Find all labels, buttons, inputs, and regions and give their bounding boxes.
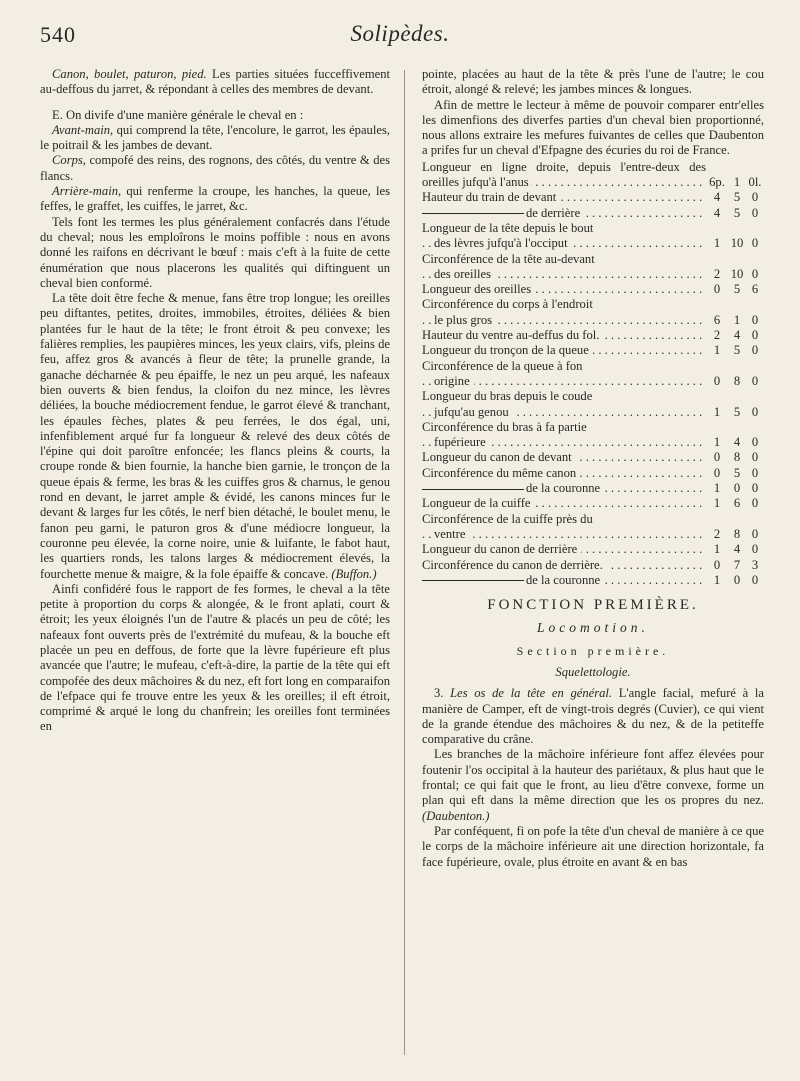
citation-buffon: (Buffon.) bbox=[331, 566, 377, 581]
table-row bbox=[422, 466, 764, 481]
measure-label: jufqu'au genou . . . bbox=[422, 405, 706, 420]
measure-label: des lèvres jufqu'à l'occiput . . . bbox=[422, 236, 706, 251]
measure-value: 0 bbox=[751, 205, 759, 220]
measure-label: Circonférence de la tête au-devant bbox=[422, 251, 595, 266]
term-os-tete: Les os de la tête en général. bbox=[450, 686, 613, 701]
table-row bbox=[422, 343, 764, 358]
measure-value: 5 bbox=[733, 205, 741, 220]
paragraph-branches: Les branches de la mâchoire inférieure font affez élevées pour foutenir l'os occipital à la hauteur des pariétaux, & plus haut que le frontal; ce qui fait que le front, au lieu d'être convexe, forme un plan qui eft dans la même direction que les os propres du nez. bbox=[422, 747, 764, 808]
measure-value: 0 bbox=[751, 435, 759, 450]
table-row bbox=[422, 206, 764, 221]
paragraph-pointe: pointe, placées au haut de la tête & près l'une de l'autre; le cou étroit, alongé & relevé; les jambes minces & longues. bbox=[422, 67, 764, 97]
running-title: Solipèdes. bbox=[350, 21, 450, 46]
table-row bbox=[422, 481, 764, 496]
table-row bbox=[422, 282, 764, 297]
measure-value: 4 bbox=[733, 328, 741, 343]
measure-value: 0 bbox=[751, 450, 759, 465]
measure-value: 0l. bbox=[748, 175, 762, 190]
paragraph-text: Les parties situées fucceffivement au-deffous du jarret, & répondant à celles des membres de devant. bbox=[40, 67, 390, 97]
table-row bbox=[422, 297, 764, 312]
term-arriere-main: Arrière-main, bbox=[52, 184, 122, 199]
measure-label: Longueur du canon de derrière . . . bbox=[422, 542, 706, 557]
measure-value: 1 bbox=[713, 404, 721, 419]
term-avant-main: Avant-main, bbox=[52, 122, 114, 137]
paragraph-mesures: Afin de mettre le lecteur à même de pouvoir comparer entr'elles les dimenfions des diverfes parties d'un cheval bien proportionné, nous allons extraire les mefures fuivantes de celles que Daubenton a prifes fur un cheval d'Efpagne des écuries du roi de France. bbox=[422, 97, 764, 158]
measure-label: Circonférence du canon de derrière. . . . bbox=[422, 558, 706, 573]
measure-value: 0 bbox=[713, 373, 721, 388]
table-row bbox=[422, 221, 764, 236]
measure-value: 0 bbox=[733, 481, 741, 496]
measure-label: origine . . . bbox=[422, 374, 706, 389]
paragraph-text: qui comprend la tête, l'encolure, le garrot, les épaules, le poitrail & les jambes de devant. bbox=[40, 122, 390, 153]
measure-value: 1 bbox=[733, 175, 741, 190]
table-row bbox=[422, 420, 764, 435]
table-row bbox=[422, 267, 764, 282]
term-corps: Corps, bbox=[52, 153, 86, 168]
measure-value: 1 bbox=[713, 542, 721, 557]
table-row bbox=[422, 512, 764, 527]
measure-label: Hauteur du train de devant . . . bbox=[422, 190, 706, 205]
measure-value: 1 bbox=[713, 435, 721, 450]
measure-label: Circonférence de la cuiffe près du bbox=[422, 511, 593, 526]
table-row bbox=[422, 328, 764, 343]
paragraph-termes: Tels font les termes les plus généralement confacrés dans l'étude du cheval; nous les emploîrons le moins poffible : nous en avons donné les raifons en décrivant le bœuf : mais c'eft à la fuite de cette énumération que nous placerons les qualités qui diftinguent un cheval bien conformé. bbox=[40, 214, 390, 290]
measure-value: 8 bbox=[733, 373, 741, 388]
measure-label: Circonférence du corps à l'endroit bbox=[422, 297, 593, 312]
measure-value: 1 bbox=[713, 481, 721, 496]
measure-label: des oreilles . . . bbox=[422, 267, 706, 282]
measure-value: 2 bbox=[713, 526, 721, 541]
measure-value: 5 bbox=[733, 282, 741, 297]
dash-rule bbox=[422, 489, 524, 490]
measurements-table bbox=[422, 160, 764, 588]
measure-value: 8 bbox=[733, 450, 741, 465]
term-canon: Canon, boulet, paturon, pied. bbox=[52, 67, 207, 81]
measure-value: 1 bbox=[713, 236, 721, 251]
measure-label: ventre . . . bbox=[422, 527, 706, 542]
measure-label: de la couronne . . . bbox=[422, 481, 706, 496]
measure-value: 4 bbox=[733, 542, 741, 557]
paragraph-number: 3. bbox=[434, 686, 444, 701]
measure-value: 1 bbox=[713, 496, 721, 511]
measure-label: fupérieure . . . bbox=[422, 435, 706, 450]
table-row bbox=[422, 450, 764, 465]
measure-value: 1 bbox=[713, 343, 721, 358]
measure-label: Hauteur du ventre au-deffus du fol. . . . bbox=[422, 328, 706, 343]
measure-label: de derrière . . . bbox=[422, 206, 706, 221]
measure-value: 0 bbox=[713, 450, 721, 465]
measure-value: 0 bbox=[751, 496, 759, 511]
paragraph-text: compofé des reins, des rognons, des côtés, du ventre & des flancs. bbox=[40, 153, 390, 183]
table-row bbox=[422, 252, 764, 267]
measure-value: 0 bbox=[751, 266, 759, 281]
measure-value: 2 bbox=[713, 328, 721, 343]
citation-daubenton: (Daubenton.) bbox=[422, 808, 490, 823]
measure-label: Circonférence du bras à fa partie bbox=[422, 419, 587, 434]
measure-value: 3 bbox=[751, 557, 759, 572]
measure-value: 8 bbox=[733, 526, 741, 541]
table-row bbox=[422, 435, 764, 450]
measure-value: 0 bbox=[751, 481, 759, 496]
paragraph-ainsi: Ainfi confidéré fous le rapport de fes formes, le cheval a la tête petite à proportion du corps & alongée, & le front aplati, court & étroit; les yeux éloignés l'un de l'autre & placés un peu de côté; les nafeaux font ouverts près de l'extrémité du mufeau, & la bouche eft placée un peu en deffous, de forte que la lèvre fupérieure eft plus avancée que l'autre; le mufeau, c'eft-à-dire, la partie de la tête qui eft compofée des deux mâchoires & du nez, eft fort long en comparaifon de l'efpace qui fe trouve entre les yeux & les oreilles; il eft étroit, comprimé & arqué le long du chanfrein; les oreilles font terminées en bbox=[40, 581, 390, 734]
measure-value: 0 bbox=[751, 572, 759, 587]
measure-value: 10 bbox=[730, 266, 744, 281]
measure-label: Longueur du canon de devant . . . bbox=[422, 450, 706, 465]
table-row bbox=[422, 405, 764, 420]
measure-value: 0 bbox=[751, 526, 759, 541]
measure-value: 7 bbox=[733, 557, 741, 572]
table-row bbox=[422, 496, 764, 511]
measure-label: Longueur de la tête depuis le bout bbox=[422, 220, 594, 235]
table-row bbox=[422, 573, 764, 588]
fonction-title: FONCTION PREMIÈRE. bbox=[487, 597, 699, 614]
measure-value: 0 bbox=[751, 236, 759, 251]
paragraph-tete: La tête doit être feche & menue, fans être trop longue; les oreilles peu diftantes, petites, droites, immobiles, étroites, déliées & bien plantées fur le haut de la tête; le front étroit & peu convexe; les falières remplies, les paupières minces, les yeux clairs, vifs, pleins de feu, affez gros & avancés à fleur de tête; la prunelle grande, la ganache décharnée & peu épaiffe, le nez un peu arqué, les nafeaux bien ouverts & bien fendus, la cloifon du nez mince, les lèvres déliées, la bouche médiocrement fendue, le garrot élevé & tranchant, les épaules fèches, plates & peu ferrées, le dos égal, uni, infenfiblement arqué fur fa longueur & relevé des deux côtés de l'épine qui doit paroître enfoncée; les flancs pleins & courts, la croupe ronde & bien fournie, la hanche bien garnie, le tronçon de la queue épais & ferme, les bras & les cuiffes gros & charnus, le genou rond en devant, le jarret ample & évidé, les canons minces fur le devant & larges fur les côtés, le nerf bien détaché, le boulet menu, le fanon peu garni, le paturon gros & d'une médiocre longueur, la couronne peu élevée, la corne noire, unie & luifante, le fabot haut, les quartiers ronds, les talons larges & médiocrement élevés, la fourchette menue & maigre, & la fole épaiffe & concave. bbox=[40, 291, 390, 581]
measure-value: 5 bbox=[733, 404, 741, 419]
measure-value: 0 bbox=[751, 190, 759, 205]
measure-value: 0 bbox=[751, 465, 759, 480]
measure-value: 0 bbox=[751, 328, 759, 343]
table-row bbox=[422, 160, 764, 191]
page-number: 540 bbox=[40, 22, 76, 47]
measure-label: Longueur du tronçon de la queue . . . bbox=[422, 343, 706, 358]
table-row bbox=[422, 389, 764, 404]
measure-value: 10 bbox=[730, 236, 744, 251]
measure-rows bbox=[422, 190, 764, 588]
measure-value: 6 bbox=[733, 496, 741, 511]
table-row bbox=[422, 374, 764, 389]
measure-value: 6 bbox=[751, 282, 759, 297]
measure-label: Longueur en ligne droite, depuis l'entre-deux des oreilles jufqu'à l'anus . . . bbox=[422, 160, 706, 191]
measure-value: 4 bbox=[733, 435, 741, 450]
measure-value: 1 bbox=[733, 312, 741, 327]
measure-label: Longueur du bras depuis le coude bbox=[422, 389, 593, 404]
measure-value: 2 bbox=[713, 266, 721, 281]
table-row bbox=[422, 558, 764, 573]
paragraph-division: E. On divife d'une manière générale le cheval en : bbox=[52, 107, 304, 122]
measure-value: 0 bbox=[713, 465, 721, 480]
measure-value: 0 bbox=[751, 404, 759, 419]
paragraph-text: L'angle facial, mefuré à la manière de Camper, eft de vingt-trois degrés (Cuvier), ce qui vient de la grande étendue des mâchoires & du nez, & de la petiteffe comparative du crâne. bbox=[422, 686, 764, 747]
table-row bbox=[422, 190, 764, 205]
table-row bbox=[422, 313, 764, 328]
table-row bbox=[422, 527, 764, 542]
measure-label: de la couronne . . . bbox=[422, 573, 706, 588]
table-row bbox=[422, 542, 764, 557]
measure-value: 5 bbox=[733, 190, 741, 205]
measure-value: 6 bbox=[713, 312, 721, 327]
column-rule bbox=[404, 70, 405, 1055]
table-row bbox=[422, 359, 764, 374]
measure-value: 6p. bbox=[709, 175, 725, 190]
measure-value: 0 bbox=[713, 282, 721, 297]
dash-rule bbox=[422, 580, 524, 581]
measure-value: 0 bbox=[733, 572, 741, 587]
measure-value: 1 bbox=[713, 572, 721, 587]
measure-value: 0 bbox=[751, 343, 759, 358]
measure-value: 0 bbox=[751, 312, 759, 327]
left-column bbox=[40, 67, 390, 735]
measure-label: Longueur de la cuiffe . . . bbox=[422, 496, 706, 511]
measure-label: le plus gros . . . bbox=[422, 313, 706, 328]
measure-value: 5 bbox=[733, 465, 741, 480]
right-column bbox=[422, 67, 764, 870]
paragraph-consequent: Par conféquent, fi on pofe la tête d'un cheval de manière à ce que le corps de la mâchoire inférieure ait une direction horizontale, fa face fupérieure, ovale, plus étroite en avant & en bas bbox=[422, 823, 764, 869]
squelettologie-title: Squelettologie. bbox=[555, 664, 631, 679]
measure-value: 4 bbox=[713, 205, 721, 220]
dash-rule bbox=[422, 213, 524, 214]
measure-value: 4 bbox=[713, 190, 721, 205]
measure-label: Longueur des oreilles . . . bbox=[422, 282, 706, 297]
measure-value: 5 bbox=[733, 343, 741, 358]
measure-label: Circonférence du même canon . . . bbox=[422, 466, 706, 481]
measure-value: 0 bbox=[751, 542, 759, 557]
locomotion-title: Locomotion. bbox=[537, 620, 649, 636]
table-row bbox=[422, 236, 764, 251]
section-title: Section première. bbox=[516, 643, 670, 658]
measure-label: Circonférence de la queue à fon bbox=[422, 358, 583, 373]
measure-value: 0 bbox=[713, 557, 721, 572]
paragraph-text: qui renferme la croupe, les hanches, la queue, les feffes, le graffet, les cuiffes, le jarret, &c. bbox=[40, 184, 390, 214]
measure-value: 0 bbox=[751, 373, 759, 388]
